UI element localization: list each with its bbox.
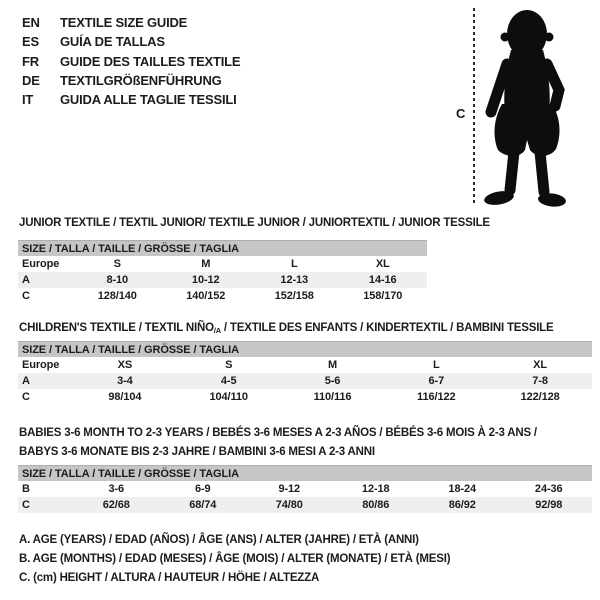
language-title: GUÍA DE TALLAS (60, 34, 165, 50)
language-title: TEXTILE SIZE GUIDE (60, 15, 188, 30)
size-header-bar: SIZE / TALLA / TAILLE / GRÖSSE / TAGLIA (18, 341, 592, 357)
row-label: C (22, 499, 30, 511)
language-code: EN (22, 15, 40, 30)
table-cell: 10-12 (191, 274, 220, 286)
footnotes (19, 531, 450, 588)
table-row (18, 272, 427, 288)
row-label: C (22, 290, 30, 302)
table-cell: S (113, 258, 121, 270)
children-section-title (19, 322, 553, 335)
row-label: C (22, 391, 30, 403)
table-cell: 128/140 (97, 290, 137, 302)
table-cell: XL (533, 359, 548, 371)
table-row (18, 256, 427, 272)
language-row (22, 32, 240, 51)
table-cell: 24-36 (534, 483, 563, 495)
table-row (18, 389, 592, 405)
table-cell: XL (375, 258, 390, 270)
height-label-c: C (456, 106, 466, 121)
table-cell: 110/116 (313, 391, 352, 403)
table-cell: 74/80 (275, 499, 303, 511)
table-cell: 14-16 (368, 274, 397, 286)
table-cell: L (432, 359, 440, 371)
children-title-subscript: /A (213, 326, 221, 335)
table-cell: 62/68 (102, 499, 130, 511)
children-title-post: / TEXTILE DES ENFANTS / KINDERTEXTIL / BAMBINI TESSILE (220, 322, 554, 334)
language-title: GUIDA ALLE TAGLIE TESSILI (60, 92, 237, 108)
table-row (18, 288, 427, 304)
table-cell: 80/86 (362, 499, 390, 511)
row-label: B (22, 483, 30, 495)
language-code: DE (22, 72, 40, 88)
table-cell: 4-5 (220, 375, 237, 387)
language-row (22, 52, 240, 71)
table-cell: M (327, 359, 338, 371)
table-cell: S (225, 359, 233, 371)
footnote: B. AGE (MONTHS) / EDAD (MESES) / ÂGE (MOIS) / ALTER (MONATE) / ETÀ (MESI) (19, 553, 451, 565)
table-cell: XS (117, 359, 133, 371)
language-title: GUIDE DES TAILLES TEXTILE (60, 53, 241, 69)
table-cell: 122/128 (520, 391, 560, 403)
babies-size-table (18, 465, 592, 513)
table-row (18, 373, 592, 389)
table-cell: 92/98 (535, 499, 563, 511)
language-title-list (22, 13, 240, 109)
children-size-table (18, 341, 592, 405)
language-code: IT (22, 92, 34, 108)
table-cell: 6-7 (428, 375, 445, 387)
language-row (22, 90, 240, 109)
children-title-pre: CHILDREN'S TEXTILE / TEXTIL NIÑO (19, 322, 214, 334)
row-label: A (22, 375, 30, 387)
table-cell: 98/104 (108, 391, 142, 403)
junior-size-table (18, 240, 427, 304)
table-cell: 7-8 (532, 375, 548, 387)
babies-title-line1: BABIES 3-6 MONTH TO 2-3 YEARS / BEBÉS 3-6 MESES A 2-3 AÑOS / BÉBÉS 3-6 MOIS À 2-3 ANS / (19, 427, 537, 439)
row-label: Europe (22, 359, 60, 371)
size-header-bar: SIZE / TALLA / TAILLE / GRÖSSE / TAGLIA (18, 240, 427, 256)
table-cell: 12-13 (280, 274, 309, 286)
language-title: TEXTILGRÖßENFÜHRUNG (60, 72, 222, 88)
table-cell: 5-6 (324, 375, 341, 387)
toddler-silhouette-image (478, 4, 578, 212)
table-cell: 6-9 (194, 483, 211, 495)
language-code: ES (22, 34, 39, 50)
row-label: Europe (22, 258, 60, 270)
footnote: C. (cm) HEIGHT / ALTURA / HAUTEUR / HÖHE / ALTEZZA (19, 572, 320, 584)
size-header-bar: SIZE / TALLA / TAILLE / GRÖSSE / TAGLIA (18, 465, 592, 481)
babies-section-title (19, 424, 537, 461)
height-dotted-line (473, 8, 475, 206)
table-cell: 86/92 (448, 499, 476, 511)
table-cell: 104/110 (209, 391, 248, 403)
table-cell: 18-24 (448, 483, 477, 495)
table-row (18, 481, 592, 497)
table-cell: 12-18 (361, 483, 390, 495)
junior-section-title: JUNIOR TEXTILE / TEXTIL JUNIOR/ TEXTILE JUNIOR / JUNIORTEXTIL / JUNIOR TESSILE (19, 217, 490, 229)
table-cell: 68/74 (189, 499, 217, 511)
table-cell: 116/122 (417, 391, 456, 403)
babies-title-line2: BABYS 3-6 MONATE BIS 2-3 JAHRE / BAMBINI 3-6 MESI A 2-3 ANNI (19, 445, 375, 458)
table-cell: 3-4 (117, 375, 133, 387)
language-code: FR (22, 53, 39, 69)
language-row (22, 71, 240, 90)
table-cell: 158/170 (363, 290, 403, 302)
table-cell: 140/152 (186, 290, 226, 302)
table-cell: M (201, 258, 211, 270)
table-cell: L (290, 258, 298, 270)
table-cell: 152/158 (274, 290, 314, 302)
table-cell: 9-12 (278, 483, 301, 495)
language-row (22, 13, 240, 32)
table-cell: 3-6 (108, 483, 125, 495)
table-row (18, 497, 592, 513)
table-cell: 8-10 (106, 274, 129, 286)
footnote: A. AGE (YEARS) / EDAD (AÑOS) / ÂGE (ANS) / ALTER (JAHRE) / ETÀ (ANNI) (19, 534, 419, 546)
row-label: A (22, 274, 30, 286)
table-row (18, 357, 592, 373)
